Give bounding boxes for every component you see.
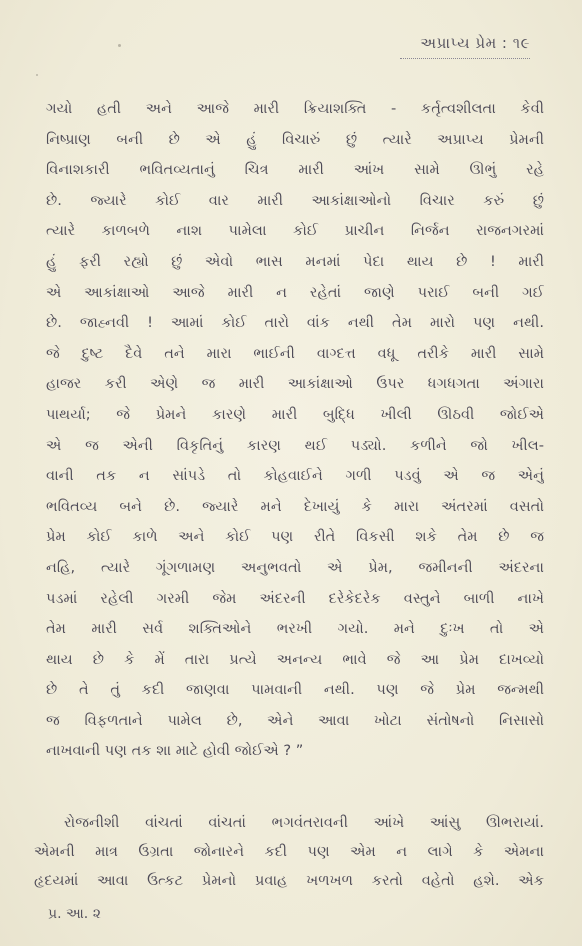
- text-line: વાની તક ન સાંપડે તો કોહવાઈને ગળી પડવું એ જ એનું: [46, 467, 544, 485]
- text-line: જ વિફળતાને પામેલ છે, એને આવા ખોટા સંતોષનો નિસાસો: [46, 711, 544, 729]
- running-head-underline: [400, 58, 530, 62]
- text-line: હાજર કરી એણે જ મારી આકાંક્ષાઓ ઉપર ધગધગતા અંગારા: [46, 375, 544, 393]
- text-line: રોજનીશી વાંચતાં વાંચતાં ભગવંતરાવની આંખે આંસુ ઊભરાયાં.: [64, 814, 544, 831]
- text-line: તેમ મારી સર્વ શક્તિઓને ભરખી ગયો. મને દુઃખ તો એ: [46, 620, 544, 638]
- text-line: થાય છે કે મેં તારા પ્રત્યે અનન્ય ભાવે જે આ પ્રેમ દાખવ્યો: [46, 650, 544, 668]
- text-line: વિનાશકારી ભવિતવ્યતાનું ચિત્ર મારી આંખ સામે ઊભું રહે: [46, 161, 544, 179]
- paper-speck: [36, 74, 38, 76]
- text-line: પ્રેમ કોઈ કાળે અને કોઈ પણ રીતે વિકસી શકે તેમ છે જ: [46, 528, 544, 546]
- text-line: હું ફરી રહ્યો છું એવો ભાસ મનમાં પેદા થાય છે ! મારી: [46, 252, 544, 270]
- text-line: એ આકાંક્ષાઓ આજે મારી ન રહેતાં જાણે પરાઈ બની ગઈ: [46, 283, 544, 301]
- text-line: છે. જાહ્નવી ! આમાં કોઈ તારો વાંક નથી તેમ મારો પણ નથી.: [46, 314, 544, 332]
- text-line: છે. જ્યારે કોઈ વાર મારી આકાંક્ષાઓનો વિચાર કરું છું: [46, 191, 544, 209]
- printer-signature-mark: પ્ર. આ. ૨: [48, 906, 101, 922]
- text-line: હૃદયમાં આવા ઉત્કટ પ્રેમનો પ્રવાહ ખળખળ કરતો વહેતો હશે. એક: [34, 872, 544, 889]
- running-head: અપ્રાપ્ય પ્રેમ : ૧૯: [420, 34, 530, 52]
- text-line: ગયો હતી અને આજે મારી ક્રિયાશક્તિ - કર્તૃત્વશીલતા કેવી: [46, 100, 544, 117]
- text-line: પાથર્યા; જે પ્રેમને કારણે મારી બુદ્ધિ ખીલી ઊઠવી જોઈએ: [46, 405, 544, 423]
- text-line: નહિ, ત્યારે ગૂંગળામણ અનુભવતો એ પ્રેમ, જમીનની અંદરના: [46, 558, 544, 576]
- paper-speck: [118, 44, 121, 47]
- text-line: નિષ્પ્રાણ બની છે એ હું વિચારું છું ત્યારે અપ્રાપ્ય પ્રેમની: [46, 130, 544, 148]
- text-line: જે દુષ્ટ દૈવે તને મારા ભાઈની વાગ્દત્ત વધૂ તરીકે મારી સામે: [46, 344, 544, 362]
- text-line: એ જ એની વિકૃતિનું કારણ થઈ પડ્યો. કળીને જો ખીલ-: [46, 436, 544, 454]
- text-line: ભવિતવ્ય બને છે. જ્યારે મને દેખાયું કે મારા અંતરમાં વસતો: [46, 497, 544, 515]
- text-line: ત્યારે કાળબળે નાશ પામેલા કોઈ પ્રાચીન નિર્જન રાજનગરમાં: [46, 222, 544, 240]
- text-line: છે તે તું કદી જાણવા પામવાની નથી. પણ જે પ્રેમ જન્મથી: [46, 681, 544, 699]
- paragraph-1: [46, 94, 544, 767]
- text-line: પડમાં રહેલી ગરમી જેમ અંદરની દરેકેદરેક વસ્તુને બાળી નાખે: [46, 589, 544, 607]
- text-line: નાખવાની પણ તક શા માટે હોવી જોઈએ ? ”: [46, 742, 304, 760]
- paragraph-2: [34, 808, 544, 895]
- text-line: એમની માત્ર ઉગ્રતા જોનારને કદી પણ એમ ન લાગે કે એમના: [34, 843, 544, 860]
